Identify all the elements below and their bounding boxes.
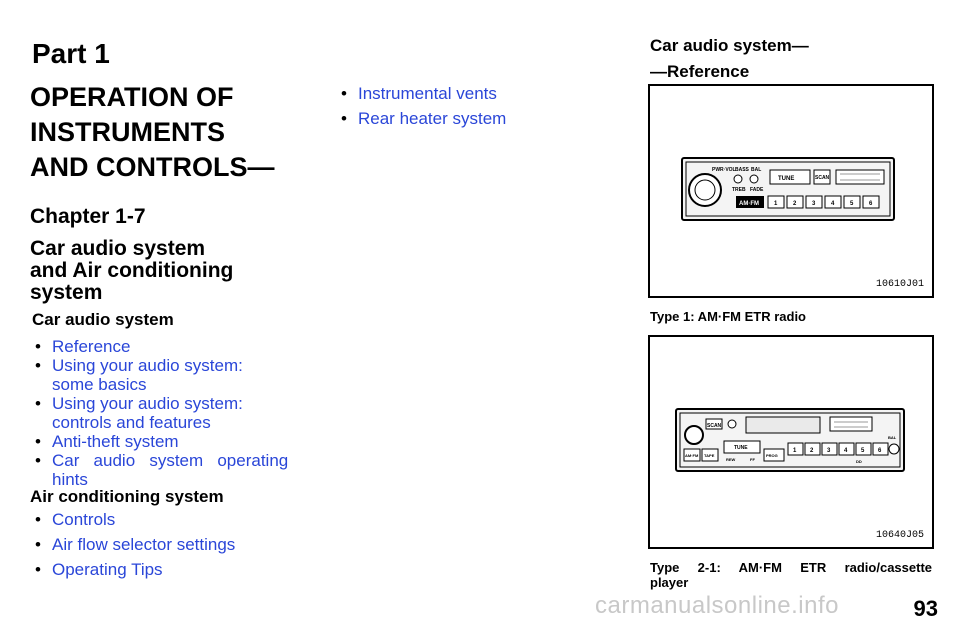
link-text: Air flow selector settings bbox=[52, 535, 236, 554]
radio-type2-illustration bbox=[650, 337, 932, 547]
svg-text:2: 2 bbox=[793, 201, 797, 207]
link-text: Anti-theft system bbox=[52, 432, 179, 451]
svg-text:1: 1 bbox=[774, 201, 778, 207]
chapter-title-line: system bbox=[30, 281, 103, 304]
air-subheading: Air conditioning system bbox=[30, 487, 224, 506]
svg-text:FF: FF bbox=[750, 457, 755, 462]
link-text: hints bbox=[52, 470, 88, 489]
link-reference[interactable] bbox=[32, 337, 322, 356]
middle-link-list bbox=[338, 84, 506, 134]
chapter-title bbox=[30, 238, 233, 304]
svg-text:BASS: BASS bbox=[735, 167, 749, 173]
section-heading bbox=[30, 80, 275, 185]
audio-subheading: Car audio system bbox=[32, 310, 174, 329]
link-text: Reference bbox=[52, 337, 131, 356]
link-text: • Using your audio system: bbox=[52, 394, 243, 413]
svg-text:PROG: PROG bbox=[766, 453, 778, 458]
figure-caption-line: player bbox=[650, 575, 689, 590]
page-number: 93 bbox=[913, 596, 938, 621]
svg-text:PWR·VOL: PWR·VOL bbox=[712, 167, 736, 173]
section-heading-line: OPERATION OF bbox=[30, 82, 234, 112]
link-audio-basics[interactable] bbox=[32, 356, 322, 394]
link-controls[interactable] bbox=[32, 510, 322, 529]
link-text: Controls bbox=[52, 510, 116, 529]
audio-link-list bbox=[32, 337, 322, 489]
figure-code: 10640J05 bbox=[875, 530, 924, 541]
link-air-flow[interactable] bbox=[32, 535, 322, 554]
link-rear-heater[interactable] bbox=[338, 109, 506, 128]
svg-text:TUNE: TUNE bbox=[778, 176, 795, 182]
air-link-list bbox=[32, 510, 322, 585]
link-operating-hints[interactable] bbox=[32, 451, 322, 489]
link-text: some basics bbox=[52, 375, 147, 394]
svg-text:DD: DD bbox=[856, 459, 862, 464]
svg-text:4: 4 bbox=[844, 448, 848, 454]
svg-text:TUNE: TUNE bbox=[734, 445, 748, 451]
right-heading-line: Car audio system— bbox=[650, 36, 809, 55]
svg-text:1: 1 bbox=[793, 448, 797, 454]
svg-text:2: 2 bbox=[810, 448, 814, 454]
svg-text:4: 4 bbox=[831, 201, 835, 207]
figure-code: 10610J01 bbox=[875, 279, 924, 290]
figure-caption-line: Type 2-1: AM·FM ETR radio/cassette bbox=[650, 560, 932, 575]
part-label: Part 1 bbox=[32, 38, 110, 69]
link-operating-tips[interactable] bbox=[32, 560, 322, 579]
svg-text:5: 5 bbox=[861, 448, 865, 454]
svg-text:TREB: TREB bbox=[732, 187, 746, 193]
watermark: carmanualsonline.info bbox=[595, 592, 839, 619]
link-audio-controls[interactable] bbox=[32, 394, 322, 432]
link-text: Rear heater system bbox=[358, 109, 507, 128]
svg-text:AM·FM: AM·FM bbox=[739, 201, 759, 207]
figure-caption bbox=[650, 560, 932, 590]
figure-radio-type1 bbox=[648, 84, 934, 298]
link-text: Operating Tips bbox=[52, 560, 163, 579]
svg-text:6: 6 bbox=[878, 448, 882, 454]
link-anti-theft[interactable] bbox=[32, 432, 322, 451]
link-text: • Using your audio system: bbox=[52, 356, 243, 375]
link-text: controls and features bbox=[52, 413, 211, 432]
section-heading-line: INSTRUMENTS bbox=[30, 117, 225, 147]
figure-caption: Type 1: AM·FM ETR radio bbox=[650, 309, 806, 324]
svg-text:REW: REW bbox=[726, 457, 736, 462]
chapter-title-line: and Air conditioning bbox=[30, 259, 234, 282]
svg-text:FADE: FADE bbox=[750, 187, 764, 193]
svg-text:3: 3 bbox=[827, 448, 831, 454]
section-heading-line: AND CONTROLS— bbox=[30, 152, 275, 182]
svg-text:5: 5 bbox=[850, 201, 854, 207]
svg-text:3: 3 bbox=[812, 201, 816, 207]
svg-text:6: 6 bbox=[869, 201, 873, 207]
svg-text:BAL: BAL bbox=[751, 167, 762, 173]
svg-text:TAPE: TAPE bbox=[704, 453, 715, 458]
link-text: Instrumental vents bbox=[358, 84, 497, 103]
link-text: • Car audio system operating bbox=[52, 451, 289, 470]
svg-text:BAL: BAL bbox=[888, 435, 897, 440]
radio-type1-illustration bbox=[650, 86, 932, 296]
figure-radio-type2 bbox=[648, 335, 934, 549]
chapter-label: Chapter 1-7 bbox=[30, 205, 146, 228]
chapter-title-line: Car audio system bbox=[30, 237, 206, 260]
svg-text:SCAN: SCAN bbox=[815, 175, 830, 181]
svg-text:SCAN: SCAN bbox=[707, 423, 722, 429]
svg-text:AM·FM: AM·FM bbox=[685, 453, 699, 458]
link-instrumental-vents[interactable] bbox=[338, 84, 506, 103]
right-heading-line: —Reference bbox=[650, 62, 750, 81]
